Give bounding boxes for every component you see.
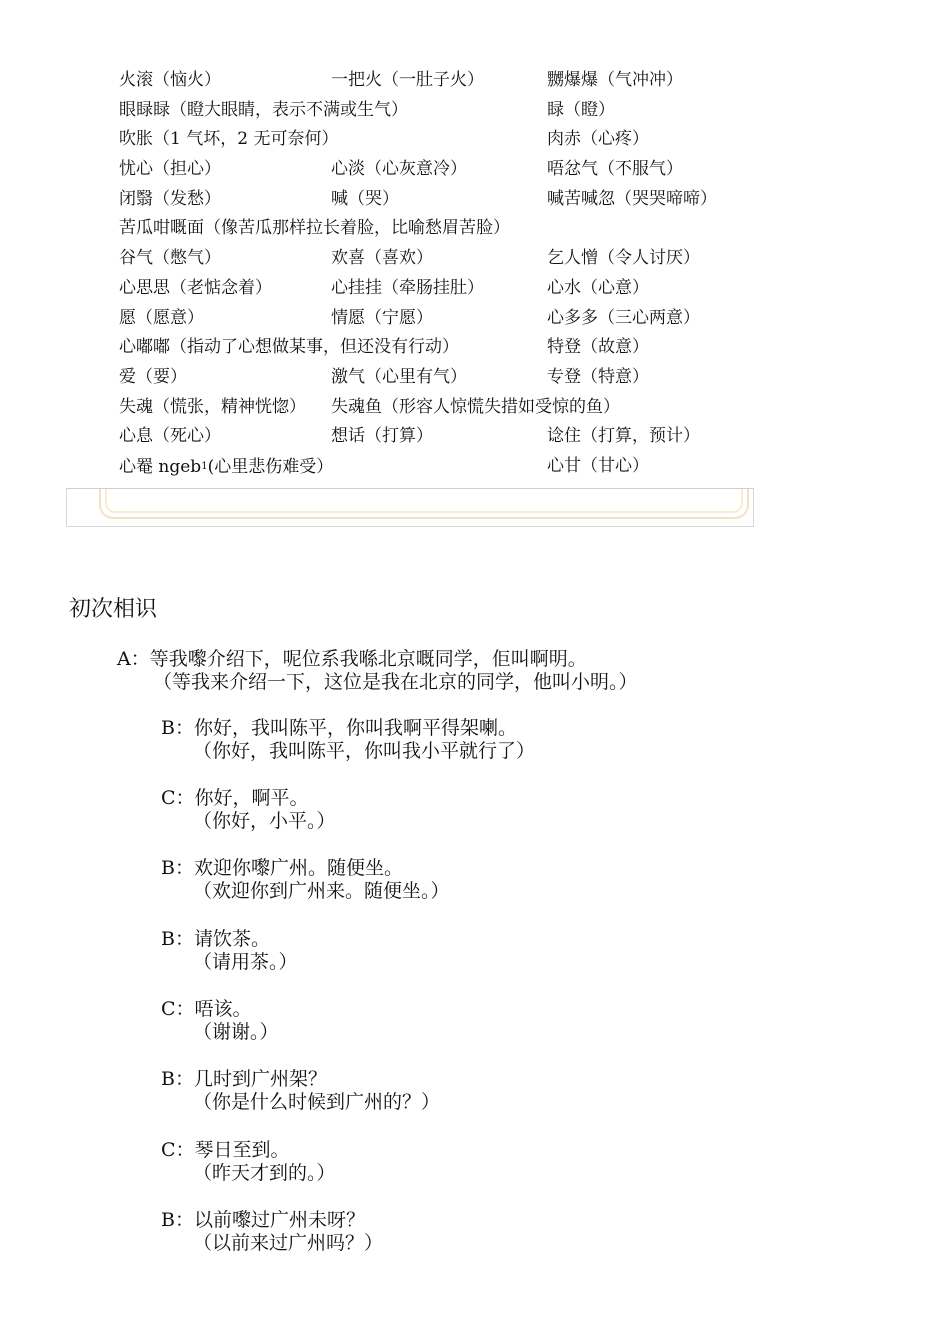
vocab-term-prefix: 心罨 ngeb (119, 456, 202, 477)
tone-number: 1 (201, 460, 208, 472)
vocab-term: 心淡（心灰意冷） (331, 159, 467, 180)
speaker-label: C： (161, 1139, 195, 1161)
vocab-term: 嬲爆爆（气冲冲） (547, 70, 683, 90)
speaker-label: C： (161, 998, 195, 1020)
vocab-term: 闭翳（发愁） (119, 188, 221, 209)
decorative-frame (66, 488, 754, 527)
vocab-term: 忧心（担心） (119, 159, 221, 180)
vocab-term: 心息（死心） (119, 426, 221, 447)
dialogue-line (161, 1139, 336, 1185)
vocab-row (119, 214, 749, 244)
vocab-term: 苦瓜咁嘅面（像苦瓜那样拉长着脸，比喻愁眉苦脸） (119, 218, 510, 239)
vocab-term: 心嘟嘟（指动了心想做某事，但还没有行动） (119, 337, 459, 358)
vocab-term: 喊苦喊忽（哭哭啼啼） (547, 188, 717, 209)
vocab-row (119, 422, 749, 452)
vocab-term: 专登（特意） (547, 366, 649, 387)
dialogue-translation: （你好，小平。） (193, 810, 336, 832)
vocab-term: 唔忿气（不服气） (547, 159, 683, 180)
dialogue-line (161, 857, 450, 903)
speaker-label: B： (161, 928, 194, 950)
speaker-label: B： (161, 857, 194, 879)
dialogue-translation: （以前来过广州吗？） (193, 1232, 384, 1254)
vocab-term: 吹胀（1 气坏，2 无可奈何） (119, 129, 339, 150)
vocab-term: 火滚（恼火） (119, 70, 221, 90)
dialogue-line (161, 998, 279, 1044)
vocab-term: 失魂鱼（形容人惊慌失措如受惊的鱼） (331, 396, 620, 417)
frame-border-inner (105, 489, 743, 513)
vocab-row (119, 452, 749, 482)
vocab-term: 欢喜（喜欢） (331, 248, 433, 269)
vocab-term: 谂住（打算，预计） (547, 426, 700, 447)
speaker-label: C： (161, 787, 195, 809)
vocab-row (119, 96, 749, 126)
dialogue-line (117, 648, 638, 694)
vocab-term: 特登（故意） (547, 337, 649, 358)
dialogue-line (161, 1209, 383, 1255)
vocab-row (119, 185, 749, 215)
vocab-term-with-tone (119, 452, 333, 483)
dialogue-text: 等我嚟介绍下，呢位系我喺北京嘅同学，佢叫啊明。 (149, 648, 587, 670)
vocab-term: 一把火（一肚子火） (331, 70, 484, 90)
vocab-term: 心多多（三心两意） (547, 307, 700, 328)
dialogue-line (161, 928, 298, 974)
dialogue-translation: （欢迎你到广州来。随便坐。） (193, 880, 450, 902)
vocab-term: 情愿（宁愿） (331, 307, 433, 328)
dialogue-translation: （你是什么时候到广州的？） (193, 1091, 441, 1113)
speaker-label: B： (161, 717, 194, 739)
vocab-term: 激气（心里有气） (331, 366, 467, 387)
vocab-row (119, 244, 749, 274)
vocab-row (119, 333, 749, 363)
vocab-term: 谷气（憋气） (119, 248, 221, 269)
dialogue-text: 欢迎你嚟广州。随便坐。 (193, 857, 403, 879)
vocab-term: 眼睩睩（瞪大眼睛，表示不满或生气） (119, 99, 408, 120)
speaker-label: B： (161, 1209, 194, 1231)
vocab-term: 睩（瞪） (547, 99, 615, 120)
dialogue-text: 你好，我叫陈平，你叫我啊平得架喇。 (193, 717, 517, 739)
vocab-term: 肉赤（心疼） (547, 129, 649, 150)
vocab-term: 心水（心意） (547, 277, 649, 298)
vocab-row (119, 125, 749, 155)
vocab-row (119, 304, 749, 334)
dialogue-text: 以前嚟过广州未呀？ (193, 1209, 365, 1231)
dialogue-translation: （等我来介绍一下，这位是我在北京的同学，他叫小明。） (153, 671, 638, 693)
vocabulary-table (119, 66, 749, 482)
dialogue-line (161, 717, 535, 763)
dialogue-text: 你好，啊平。 (194, 787, 309, 809)
dialogue-translation: （谢谢。） (193, 1021, 279, 1043)
dialogue-text: 琴日至到。 (194, 1139, 290, 1161)
speaker-label: B： (161, 1068, 194, 1090)
vocab-term: 爱（要） (119, 366, 187, 387)
vocab-term: 乞人憎（令人讨厌） (547, 248, 700, 269)
vocab-term: 心思思（老惦念着） (119, 277, 272, 298)
dialogue-translation: （请用茶。） (193, 951, 298, 973)
vocab-term: 喊（哭） (331, 188, 399, 209)
vocab-row (119, 155, 749, 185)
vocab-term: 愿（愿意） (119, 307, 204, 328)
vocab-term: 想话（打算） (331, 426, 433, 447)
dialogue-line (161, 787, 336, 833)
dialogue-line (161, 1068, 440, 1114)
vocab-row (119, 274, 749, 304)
section-title: 初次相识 (69, 597, 158, 622)
vocab-term: 心挂挂（牵肠挂肚） (331, 277, 484, 298)
vocab-term: 心甘（甘心） (547, 455, 649, 476)
vocab-term: 失魂（慌张，精神恍惚） (119, 396, 306, 417)
speaker-label: A： (117, 648, 150, 670)
vocab-row (119, 66, 749, 96)
dialogue-text: 请饮茶。 (193, 928, 270, 950)
vocab-row (119, 393, 749, 423)
dialogue-translation: （昨天才到的。） (193, 1162, 336, 1184)
dialogue-text: 唔该。 (194, 998, 252, 1020)
dialogue-text: 几时到广州架？ (193, 1068, 327, 1090)
vocab-term-suffix: (心里悲伤难受） (207, 456, 334, 477)
vocab-row (119, 363, 749, 393)
frame-border (99, 489, 749, 519)
dialogue-translation: （你好，我叫陈平，你叫我小平就行了） (193, 740, 536, 762)
